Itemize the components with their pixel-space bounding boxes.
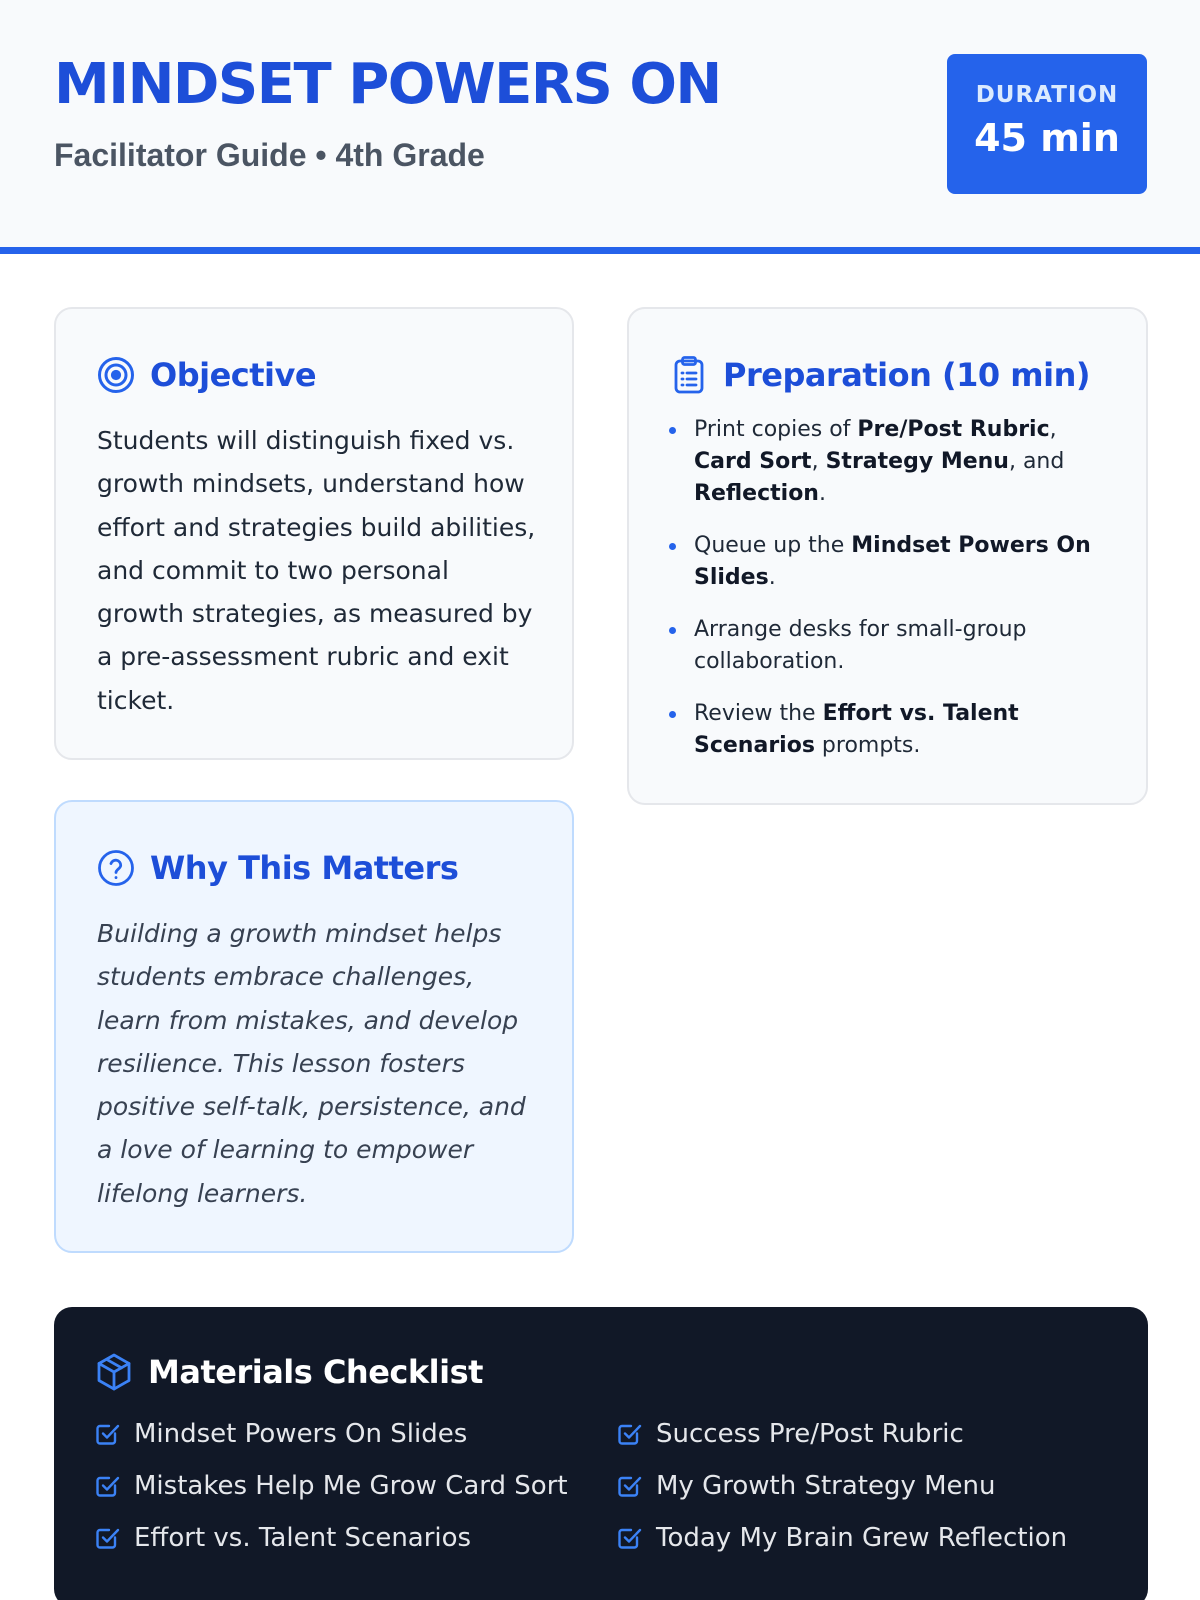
page-title: MINDSET POWERS ON <box>54 52 721 117</box>
why-title: Why This Matters <box>150 849 459 887</box>
preparation-item-text: prompts. <box>814 733 921 758</box>
materials-item <box>616 1471 996 1501</box>
objective-card <box>54 307 574 760</box>
preparation-item-text: Print copies of <box>694 417 858 442</box>
why-header <box>96 847 458 889</box>
preparation-item <box>669 698 1112 762</box>
preparation-item <box>669 530 1112 594</box>
checkbox-checked-icon <box>94 1473 120 1499</box>
materials-item-label: Mindset Powers On Slides <box>134 1419 468 1449</box>
materials-item <box>94 1419 467 1449</box>
materials-item <box>94 1471 568 1501</box>
why-card <box>54 800 574 1253</box>
page-header <box>0 0 1200 254</box>
duration-badge <box>947 54 1147 194</box>
duration-value: 45 min <box>974 116 1120 160</box>
preparation-item-emphasis: Strategy Menu <box>825 449 1009 474</box>
duration-label: DURATION <box>975 82 1119 108</box>
materials-item-label: My Growth Strategy Menu <box>656 1471 996 1501</box>
preparation-item-text: , <box>811 449 826 474</box>
bullet-icon <box>669 427 676 434</box>
objective-header <box>96 354 316 396</box>
checkbox-checked-icon <box>616 1421 642 1447</box>
question-circle-icon <box>96 848 136 888</box>
materials-panel <box>54 1307 1148 1600</box>
materials-item <box>616 1419 964 1449</box>
preparation-item <box>669 414 1112 510</box>
why-text: Building a growth mindset helps students embrace challenges, learn from mistakes, and develop resilience. This lesson fosters positive self-talk, persistence, and a love of learning to empower lifelong learners. <box>97 919 526 1208</box>
checkbox-checked-icon <box>94 1525 120 1551</box>
materials-item-label: Mistakes Help Me Grow Card Sort <box>134 1471 568 1501</box>
page-subtitle: Facilitator Guide • 4th Grade <box>54 137 485 173</box>
preparation-item-text: , and <box>1008 449 1065 474</box>
materials-header <box>94 1351 483 1393</box>
clipboard-icon <box>669 355 709 395</box>
preparation-card <box>627 307 1148 805</box>
preparation-item-emphasis: Card Sort <box>694 449 812 474</box>
bullet-icon <box>669 711 676 718</box>
objective-title: Objective <box>150 356 317 394</box>
preparation-header <box>669 354 1090 396</box>
materials-item <box>94 1523 471 1553</box>
preparation-title: Preparation (10 min) <box>723 356 1090 394</box>
preparation-item <box>669 614 1112 678</box>
preparation-item-text: . <box>768 565 776 590</box>
checkbox-checked-icon <box>616 1473 642 1499</box>
preparation-item-text: . <box>818 481 826 506</box>
preparation-item-emphasis: Pre/Post Rubric <box>857 417 1050 442</box>
bullet-icon <box>669 627 676 634</box>
materials-item-label: Success Pre/Post Rubric <box>656 1419 964 1449</box>
materials-item-label: Effort vs. Talent Scenarios <box>134 1523 472 1553</box>
preparation-item-text: Queue up the <box>694 533 852 558</box>
checkbox-checked-icon <box>616 1525 642 1551</box>
objective-text: Students will distinguish fixed vs. growth mindsets, understand how effort and strategies build abilities, and commit to two personal growth strategies, as measured by a pre-assessment rubric and exit ticket. <box>97 426 536 715</box>
preparation-item-emphasis: Reflection <box>694 481 819 506</box>
target-icon <box>96 355 136 395</box>
preparation-item-emphasis: Effort vs. Talent Scenarios <box>694 701 1019 758</box>
preparation-item-text: , <box>1049 417 1057 442</box>
bullet-icon <box>669 543 676 550</box>
preparation-list <box>669 414 1112 782</box>
materials-title: Materials Checklist <box>148 1353 483 1391</box>
checkbox-checked-icon <box>94 1421 120 1447</box>
materials-item <box>616 1523 1067 1553</box>
preparation-item-text: Arrange desks for small-group collaboration. <box>694 617 1027 674</box>
package-icon <box>94 1352 134 1392</box>
preparation-item-emphasis: Mindset Powers On Slides <box>694 533 1091 590</box>
materials-item-label: Today My Brain Grew Reflection <box>656 1523 1068 1553</box>
preparation-item-text: Review the <box>694 701 823 726</box>
